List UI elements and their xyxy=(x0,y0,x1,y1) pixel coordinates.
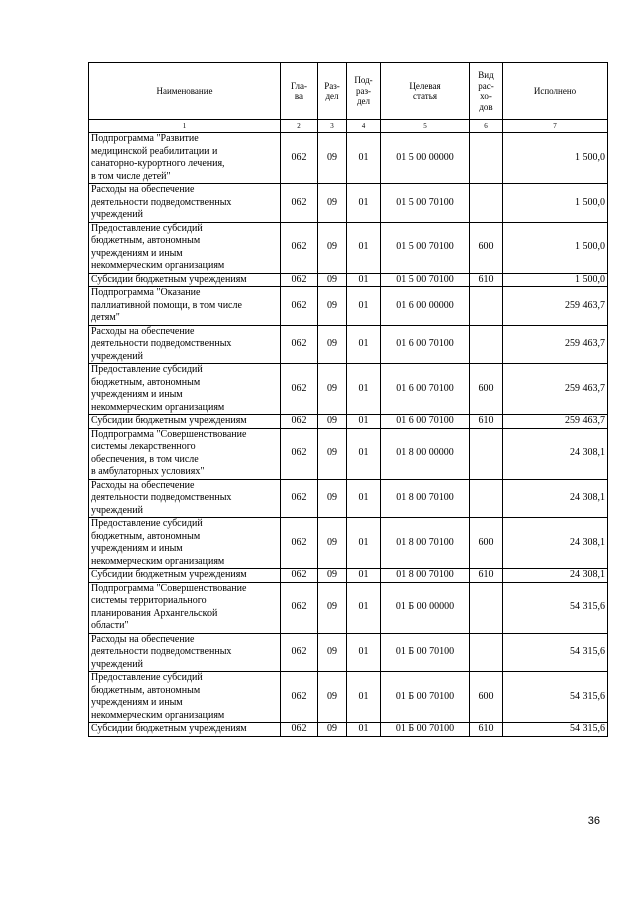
table-row xyxy=(89,633,608,672)
row-executed: 1 500,0 xyxy=(503,184,608,223)
row-subsection: 01 xyxy=(347,287,381,326)
row-target-item: 01 5 00 70100 xyxy=(381,184,470,223)
row-section: 09 xyxy=(318,184,347,223)
row-subsection: 01 xyxy=(347,723,381,737)
row-executed: 24 308,1 xyxy=(503,428,608,479)
row-name: Предоставление субсидий бюджетным, автономным учреждениям и иным некоммерческим организациям xyxy=(89,364,281,415)
row-chapter: 062 xyxy=(281,415,318,429)
row-target-item: 01 8 00 00000 xyxy=(381,428,470,479)
row-expense-type: 600 xyxy=(470,222,503,273)
row-expense-type xyxy=(470,184,503,223)
row-subsection: 01 xyxy=(347,518,381,569)
row-name: Субсидии бюджетным учреждениям xyxy=(89,415,281,429)
row-executed: 259 463,7 xyxy=(503,325,608,364)
row-section: 09 xyxy=(318,428,347,479)
row-expense-type: 600 xyxy=(470,364,503,415)
row-executed: 259 463,7 xyxy=(503,415,608,429)
row-expense-type xyxy=(470,479,503,518)
row-section: 09 xyxy=(318,133,347,184)
table-row xyxy=(89,569,608,583)
table-row xyxy=(89,133,608,184)
row-target-item: 01 6 00 00000 xyxy=(381,287,470,326)
row-section: 09 xyxy=(318,569,347,583)
row-executed: 259 463,7 xyxy=(503,287,608,326)
row-name: Подпрограмма "Совершенствование системы территориального планирования Архангельской области" xyxy=(89,582,281,633)
row-executed: 24 308,1 xyxy=(503,479,608,518)
header-target-item: Целевая статья xyxy=(381,63,470,120)
column-number: 6 xyxy=(470,120,503,133)
row-expense-type xyxy=(470,325,503,364)
row-executed: 54 315,6 xyxy=(503,672,608,723)
row-expense-type xyxy=(470,428,503,479)
table-row xyxy=(89,273,608,287)
row-name: Субсидии бюджетным учреждениям xyxy=(89,723,281,737)
row-target-item: 01 Б 00 70100 xyxy=(381,723,470,737)
row-name: Предоставление субсидий бюджетным, автономным учреждениям и иным некоммерческим организациям xyxy=(89,222,281,273)
row-chapter: 062 xyxy=(281,582,318,633)
row-target-item: 01 8 00 70100 xyxy=(381,479,470,518)
row-section: 09 xyxy=(318,364,347,415)
table-row xyxy=(89,364,608,415)
row-name: Расходы на обеспечение деятельности подведомственных учреждений xyxy=(89,479,281,518)
row-subsection: 01 xyxy=(347,479,381,518)
table-row xyxy=(89,287,608,326)
row-target-item: 01 5 00 70100 xyxy=(381,222,470,273)
row-chapter: 062 xyxy=(281,133,318,184)
row-subsection: 01 xyxy=(347,415,381,429)
row-chapter: 062 xyxy=(281,479,318,518)
row-chapter: 062 xyxy=(281,518,318,569)
row-executed: 54 315,6 xyxy=(503,582,608,633)
row-subsection: 01 xyxy=(347,133,381,184)
row-expense-type: 610 xyxy=(470,569,503,583)
table-row xyxy=(89,325,608,364)
row-expense-type xyxy=(470,287,503,326)
table-row xyxy=(89,222,608,273)
column-number: 2 xyxy=(281,120,318,133)
table-row xyxy=(89,582,608,633)
table-row xyxy=(89,672,608,723)
table-row xyxy=(89,723,608,737)
header-executed: Исполнено xyxy=(503,63,608,120)
row-chapter: 062 xyxy=(281,569,318,583)
column-number: 3 xyxy=(318,120,347,133)
row-chapter: 062 xyxy=(281,273,318,287)
row-subsection: 01 xyxy=(347,633,381,672)
row-name: Субсидии бюджетным учреждениям xyxy=(89,569,281,583)
row-subsection: 01 xyxy=(347,325,381,364)
row-section: 09 xyxy=(318,633,347,672)
header-chapter: Гла- ва xyxy=(281,63,318,120)
row-executed: 1 500,0 xyxy=(503,273,608,287)
row-chapter: 062 xyxy=(281,184,318,223)
row-section: 09 xyxy=(318,518,347,569)
row-name: Расходы на обеспечение деятельности подведомственных учреждений xyxy=(89,325,281,364)
row-subsection: 01 xyxy=(347,672,381,723)
row-section: 09 xyxy=(318,479,347,518)
table-row xyxy=(89,415,608,429)
row-section: 09 xyxy=(318,582,347,633)
row-subsection: 01 xyxy=(347,184,381,223)
column-number: 5 xyxy=(381,120,470,133)
row-target-item: 01 Б 00 70100 xyxy=(381,672,470,723)
row-target-item: 01 5 00 00000 xyxy=(381,133,470,184)
row-subsection: 01 xyxy=(347,569,381,583)
row-target-item: 01 Б 00 70100 xyxy=(381,633,470,672)
header-expense-type: Вид рас- хо- дов xyxy=(470,63,503,120)
table-body xyxy=(89,133,608,737)
row-section: 09 xyxy=(318,672,347,723)
row-executed: 1 500,0 xyxy=(503,133,608,184)
row-name: Подпрограмма "Развитие медицинской реабилитации и санаторно-курортного лечения, в том числе детей" xyxy=(89,133,281,184)
row-name: Субсидии бюджетным учреждениям xyxy=(89,273,281,287)
row-section: 09 xyxy=(318,273,347,287)
row-executed: 24 308,1 xyxy=(503,569,608,583)
row-subsection: 01 xyxy=(347,582,381,633)
row-executed: 24 308,1 xyxy=(503,518,608,569)
row-section: 09 xyxy=(318,325,347,364)
table-row xyxy=(89,518,608,569)
column-number-row xyxy=(89,120,608,133)
page-number: 36 xyxy=(587,815,600,827)
row-target-item: 01 8 00 70100 xyxy=(381,518,470,569)
row-chapter: 062 xyxy=(281,633,318,672)
header-name: Наименование xyxy=(89,63,281,120)
row-chapter: 062 xyxy=(281,287,318,326)
row-expense-type: 610 xyxy=(470,415,503,429)
row-target-item: 01 8 00 70100 xyxy=(381,569,470,583)
row-section: 09 xyxy=(318,723,347,737)
table-row xyxy=(89,428,608,479)
row-name: Подпрограмма "Совершенствование системы лекарственного обеспечения, в том числе в амбулаторных условиях" xyxy=(89,428,281,479)
row-chapter: 062 xyxy=(281,672,318,723)
row-target-item: 01 5 00 70100 xyxy=(381,273,470,287)
row-subsection: 01 xyxy=(347,364,381,415)
row-expense-type: 610 xyxy=(470,273,503,287)
row-name: Расходы на обеспечение деятельности подведомственных учреждений xyxy=(89,633,281,672)
row-executed: 54 315,6 xyxy=(503,633,608,672)
column-number: 4 xyxy=(347,120,381,133)
row-section: 09 xyxy=(318,222,347,273)
row-name: Предоставление субсидий бюджетным, автономным учреждениям и иным некоммерческим организациям xyxy=(89,518,281,569)
row-expense-type xyxy=(470,133,503,184)
header-subsection: Под- раз- дел xyxy=(347,63,381,120)
row-chapter: 062 xyxy=(281,723,318,737)
row-executed: 1 500,0 xyxy=(503,222,608,273)
row-target-item: 01 6 00 70100 xyxy=(381,415,470,429)
row-chapter: 062 xyxy=(281,428,318,479)
column-number: 1 xyxy=(89,120,281,133)
table-header-row xyxy=(89,63,608,120)
row-expense-type: 610 xyxy=(470,723,503,737)
row-executed: 54 315,6 xyxy=(503,723,608,737)
row-expense-type: 600 xyxy=(470,672,503,723)
row-expense-type xyxy=(470,633,503,672)
row-section: 09 xyxy=(318,287,347,326)
row-chapter: 062 xyxy=(281,325,318,364)
row-name: Подпрограмма "Оказание паллиативной помощи, в том числе детям" xyxy=(89,287,281,326)
table-row xyxy=(89,184,608,223)
row-expense-type: 600 xyxy=(470,518,503,569)
budget-execution-table xyxy=(88,62,608,737)
header-section: Раз- дел xyxy=(318,63,347,120)
row-target-item: 01 6 00 70100 xyxy=(381,325,470,364)
column-number: 7 xyxy=(503,120,608,133)
table-row xyxy=(89,479,608,518)
row-chapter: 062 xyxy=(281,222,318,273)
row-expense-type xyxy=(470,582,503,633)
row-executed: 259 463,7 xyxy=(503,364,608,415)
row-target-item: 01 Б 00 00000 xyxy=(381,582,470,633)
row-subsection: 01 xyxy=(347,222,381,273)
row-subsection: 01 xyxy=(347,428,381,479)
row-chapter: 062 xyxy=(281,364,318,415)
row-subsection: 01 xyxy=(347,273,381,287)
row-name: Расходы на обеспечение деятельности подведомственных учреждений xyxy=(89,184,281,223)
row-section: 09 xyxy=(318,415,347,429)
row-name: Предоставление субсидий бюджетным, автономным учреждениям и иным некоммерческим организациям xyxy=(89,672,281,723)
row-target-item: 01 6 00 70100 xyxy=(381,364,470,415)
